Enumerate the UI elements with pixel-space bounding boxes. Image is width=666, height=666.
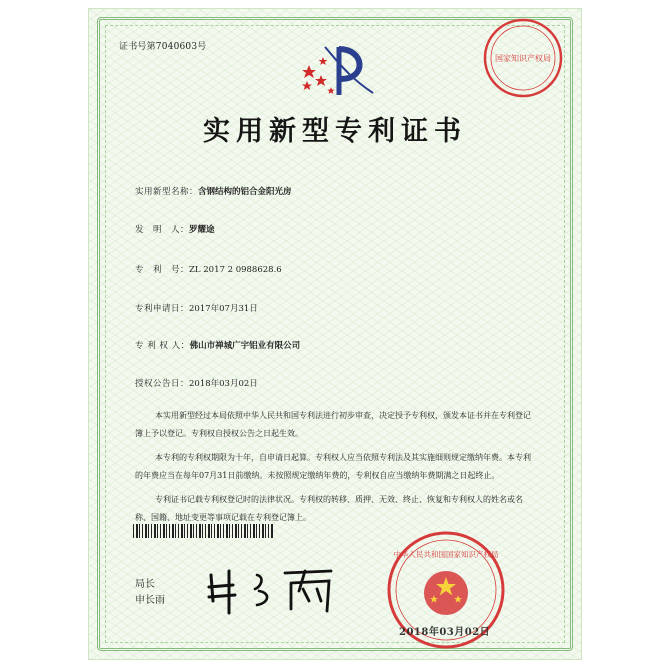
- field-patent-number: [135, 263, 282, 275]
- body-paragraph: 本专利的专利权期限为十年，自申请日起算。专利权人应当依照专利法及其实施细则规定缴纳年费。本专利的年费应当在每年07月31日前缴纳。未按照规定缴纳年费的，专利权自应当缴纳年费期满之日起终止。: [135, 453, 531, 480]
- field-label: 专 利 号：: [135, 265, 190, 275]
- certificate-title: 实用新型专利证书: [203, 116, 467, 147]
- field-label: 专 利 权 人：: [135, 341, 190, 351]
- field-patentee: [135, 339, 300, 351]
- top-seal-icon: [482, 17, 564, 99]
- patent-office-logo-icon: [295, 43, 377, 99]
- field-grant-date: [135, 377, 258, 389]
- patent-certificate: [88, 8, 582, 660]
- barcode: [133, 524, 273, 538]
- field-value: 佛山市禅城广宇铝业有限公司: [189, 341, 301, 351]
- official-name: 申长雨: [135, 595, 165, 606]
- field-value: 2017年07月31日: [189, 304, 258, 314]
- field-label: 专利申请日：: [135, 304, 190, 314]
- field-value: 罗耀途: [189, 225, 215, 235]
- field-value: ZL 2017 2 0988628.6: [189, 265, 282, 275]
- top-seal-text: 国家知识产权局: [495, 54, 551, 63]
- field-value: 含钢结构的铝合金阳光房: [198, 187, 292, 197]
- certificate-body: [135, 407, 535, 533]
- field-label: 发 明 人：: [135, 225, 190, 235]
- grant-date-stamp: 2018年03月02日: [399, 627, 491, 638]
- signature-icon: [199, 557, 349, 617]
- field-utility-model-name: [135, 185, 292, 197]
- body-paragraph: 本实用新型经过本局依照中华人民共和国专利法进行初步审查，决定授予专利权，颁发本证书并在专利登记簿上予以登记。专利权自授权公告之日起生效。: [135, 411, 531, 438]
- field-application-date: [135, 302, 258, 314]
- field-value: 2018年03月02日: [189, 379, 258, 389]
- field-label: 授权公告日：: [135, 379, 190, 389]
- official-title: 局长: [135, 579, 155, 590]
- certificate-number: 证书号第7040603号: [119, 42, 207, 52]
- body-paragraph: 专利证书记载专利权登记时的法律状况。专利权的转移、质押、无效、终止、恢复和专利权人的姓名或名称、国籍、地址变更等事项记载在专利登记簿上。: [135, 495, 523, 522]
- field-label: 实用新型名称：: [135, 187, 199, 197]
- big-seal-text: 中华人民共和国国家知识产权局: [393, 550, 499, 559]
- field-inventor: [135, 223, 215, 235]
